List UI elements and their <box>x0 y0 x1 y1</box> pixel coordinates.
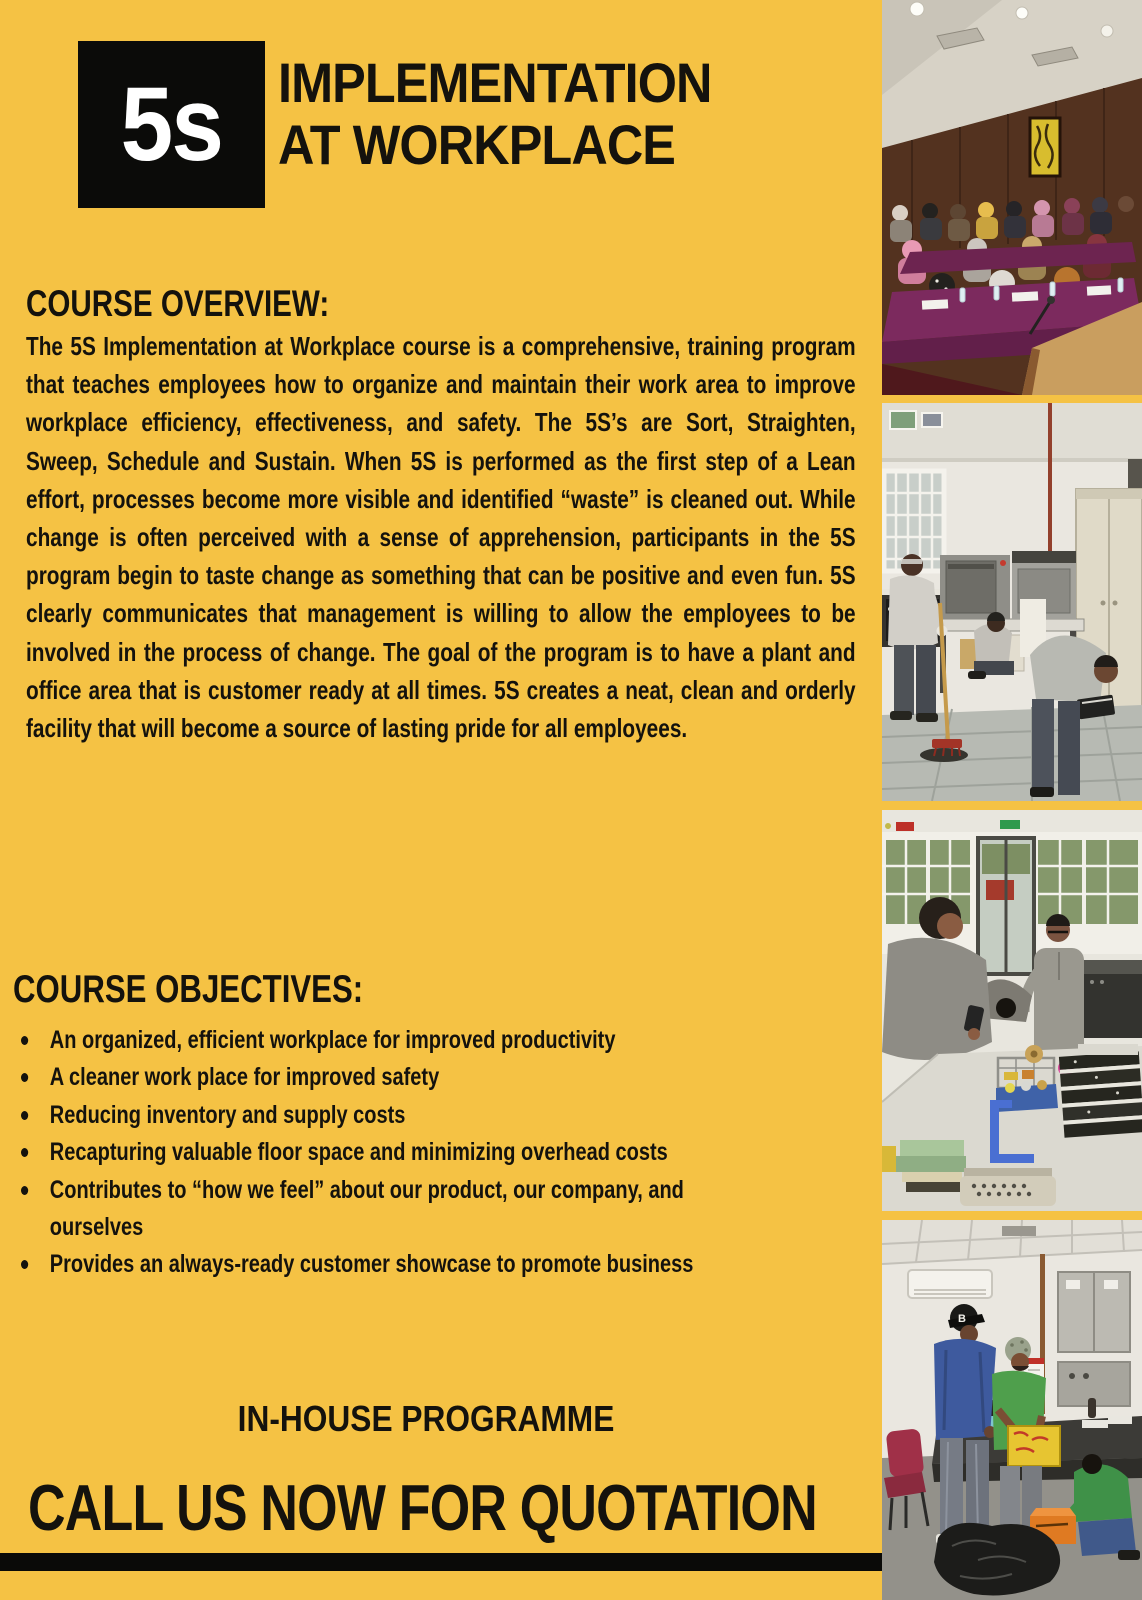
inhouse-programme-label: IN-HOUSE PROGRAMME <box>237 1398 615 1439</box>
page-title-line2: AT WORKPLACE <box>278 113 676 176</box>
bullet-dot-icon <box>21 1186 28 1195</box>
bullet-dot-icon <box>21 1036 28 1045</box>
page-title-line1: IMPLEMENTATION <box>278 51 712 114</box>
bottom-black-bar <box>0 1553 882 1571</box>
objectives-heading: COURSE OBJECTIVES: <box>13 968 364 1011</box>
objective-item: Contributes to “how we feel” about our product, our company, and ourselves <box>13 1172 761 1247</box>
objectives-list <box>13 1022 761 1284</box>
bullet-dot-icon <box>21 1148 28 1157</box>
photo-training-session <box>882 0 1142 395</box>
overview-heading: COURSE OVERVIEW: <box>26 283 330 324</box>
logo-5s-badge <box>78 41 265 208</box>
bullet-dot-icon <box>21 1260 28 1269</box>
photo-cleaning-work <box>882 403 1142 801</box>
photo-sorting-materials <box>882 810 1142 1211</box>
objective-item: An organized, efficient workplace for improved productivity <box>13 1022 761 1059</box>
objective-item: Provides an always-ready customer showcase to promote business <box>13 1246 761 1283</box>
objective-item: Recapturing valuable floor space and minimizing overhead costs <box>13 1134 761 1171</box>
bullet-dot-icon <box>21 1073 28 1082</box>
photo-column <box>882 0 1142 1600</box>
objective-item: A cleaner work place for improved safety <box>13 1059 761 1096</box>
objective-item: Reducing inventory and supply costs <box>13 1097 761 1134</box>
svg-text:B: B <box>958 1313 966 1325</box>
call-to-action-text: CALL US NOW FOR QUOTATION <box>28 1471 817 1544</box>
logo-5s-text: 5s <box>120 66 223 183</box>
page-title <box>278 52 712 176</box>
overview-paragraph: The 5S Implementation at Workplace course is a comprehensive, training program that teaches employees how to organize and maintain their work area to improve workplace efficiency, effectiveness, and safety. The 5S’s are Sort, Straighten, Sweep, Schedule and Sustain. When 5S is performed as the first step of a Lean effort, processes become more visible and identified “waste” is cleaned out. While change is often perceived with a sense of apprehension, participants in the 5S program begin to taste change as something that can be positive and even fun. 5S clearly communicates that management is willing to allow the employees to be involved in the process of change. The goal of the program is to have a plant and office area that is customer ready at all times. 5S creates a neat, clean and orderly facility that will become a source of lasting pride for all employees. <box>26 331 856 744</box>
photo-office-packing <box>882 1220 1142 1600</box>
bullet-dot-icon <box>21 1111 28 1120</box>
